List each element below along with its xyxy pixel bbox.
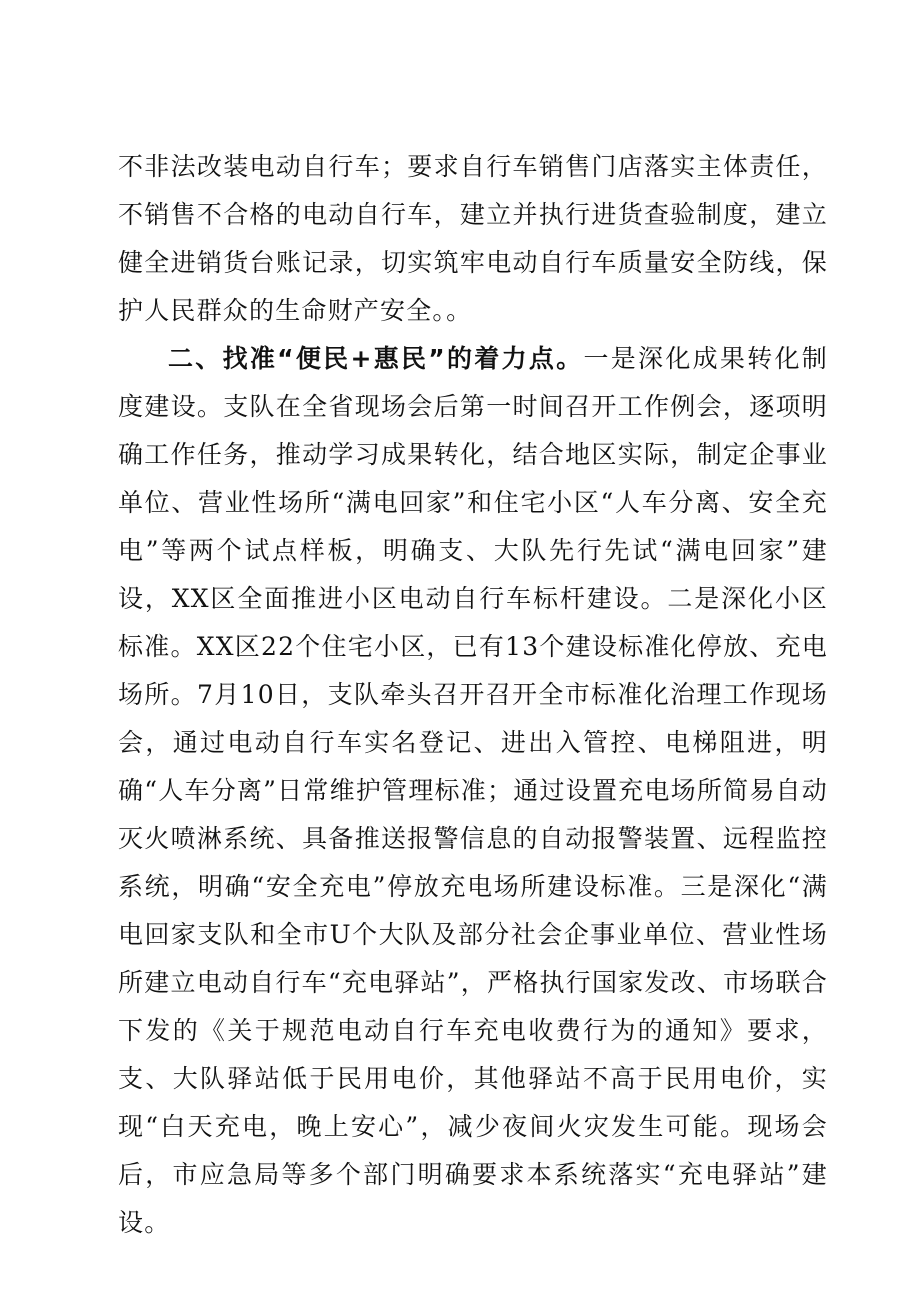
section-heading: 二、找准“便民+惠民”的着力点。 bbox=[168, 344, 584, 373]
document-page bbox=[118, 143, 828, 1247]
paragraph-1-text: 不非法改装电动自行车；要求自行车销售门店落实主体责任，不销售不合格的电动自行车，建立并执行进货查验制度，建立健全进销货台账记录，切实筑牢电动自行车质量安全防线，保护人民群众的生命财产安全。。 bbox=[118, 152, 828, 325]
paragraph-2-text: 一是深化成果转化制度建设。支队在全省现场会后第一时间召开工作例会，逐项明确工作任务，推动学习成果转化，结合地区实际，制定企事业单位、营业性场所“满电回家”和住宅小区“人车分离、安全充电”等两个试点样板，明确支、大队先行先试“满电回家”建设，XX区全面推进小区电动自行车标杆建设。二是深化小区标准。XX区22个住宅小区，已有13个建设标准化停放、充电场所。7月10日，支队牵头召开召开全市标准化治理工作现场会，通过电动自行车实名登记、进出入管控、电梯阻进，明确“人车分离”日常维护管理标准；通过设置充电场所简易自动灭火喷淋系统、具备推送报警信息的自动报警装置、远程监控系统，明确“安全充电”停放充电场所建设标准。三是深化“满电回家支队和全市U个大队及部分社会企事业单位、营业性场所建立电动自行车“充电驿站”，严格执行国家发改、市场联合下发的《关于规范电动自行车充电收费行为的通知》要求，支、大队驿站低于民用电价，其他驿站不高于民用电价，实现“白天充电，晚上安心”，减少夜间火灾发生可能。现场会后，市应急局等多个部门明确要求本系统落实“充电驿站”建设。 bbox=[118, 344, 828, 1237]
paragraph-2 bbox=[118, 335, 828, 1247]
paragraph-1 bbox=[118, 143, 828, 335]
